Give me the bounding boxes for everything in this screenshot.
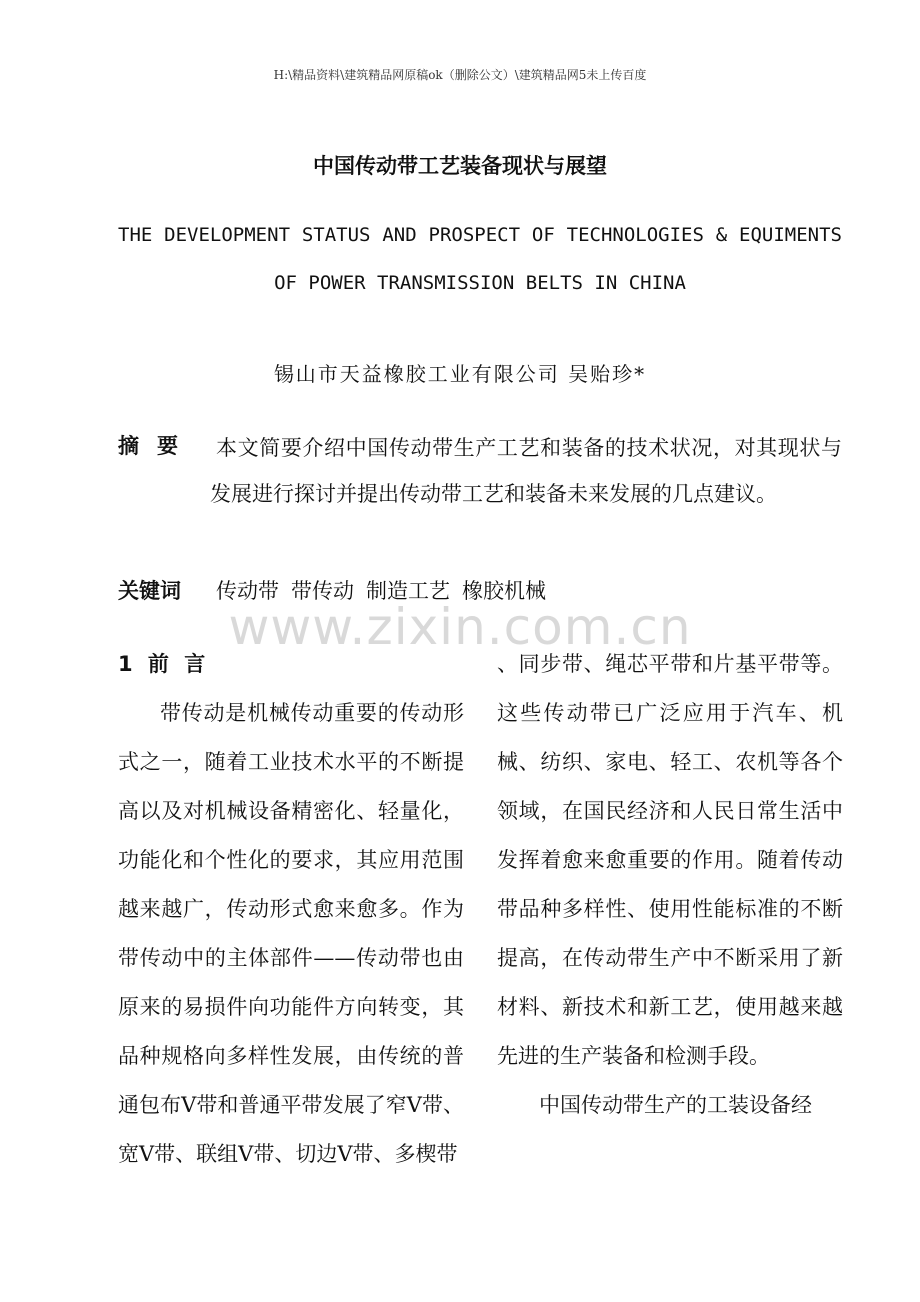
body-column-left: [118, 640, 464, 1179]
author-line: 锡山市天益橡胶工业有限公司 吴贻珍*: [273, 362, 647, 386]
title-chinese: 中国传动带工艺装备现状与展望: [313, 154, 607, 178]
keyword-item: 传动带: [216, 579, 279, 603]
body-column-right: [497, 640, 843, 1130]
header-file-path: H:\精品资料\建筑精品网原稿ok（删除公文）\建筑精品网5未上传百度: [273, 68, 647, 82]
body-paragraph: 带传动是机械传动重要的传动形式之一，随着工业技术水平的不断提高以及对机械设备精密化、轻量化，功能化和个性化的要求，其应用范围越来越广，传动形式愈来愈多。作为带传动中的主体部件——传动带也由原来的易损件向功能件方向转变，其品种规格向多样性发展，由传统的普通包布V带和普通平带发展了窄V带、宽V带、联组V带、切边V带、多楔带: [118, 701, 464, 1166]
body-paragraph-continued: 、同步带、绳芯平带和片基平带等。这些传动带已广泛应用于汽车、机械、纺织、家电、轻工、农机等各个领域，在国民经济和人民日常生活中发挥着愈来愈重要的作用。随着传动带品种多样性、使用性能标准的不断提高，在传动带生产中不断采用了新材料、新技术和新工艺，使用越来越先进的生产装备和检测手段。: [497, 652, 843, 1068]
abstract-label: 摘要: [118, 434, 196, 458]
title-english-line-1: THE DEVELOPMENT STATUS AND PROSPECT OF TECHNOLOGIES & EQUIMENTS: [118, 224, 842, 246]
keyword-item: 制造工艺: [366, 579, 450, 603]
watermark: www.zixin.com.cn: [228, 598, 692, 656]
body-paragraph: 中国传动带生产的工装设备经: [539, 1093, 812, 1117]
keywords-label: 关键词: [118, 579, 181, 603]
section-heading: 1 前 言: [118, 652, 210, 676]
abstract-text: 本文简要介绍中国传动带生产工艺和装备的技术状况，对其现状与发展进行探讨并提出传动带工艺和装备未来发展的几点建议。: [210, 436, 842, 506]
keyword-item: 带传动: [291, 579, 354, 603]
keyword-item: 橡胶机械: [462, 579, 546, 603]
title-english-line-2: OF POWER TRANSMISSION BELTS IN CHINA: [274, 272, 686, 294]
